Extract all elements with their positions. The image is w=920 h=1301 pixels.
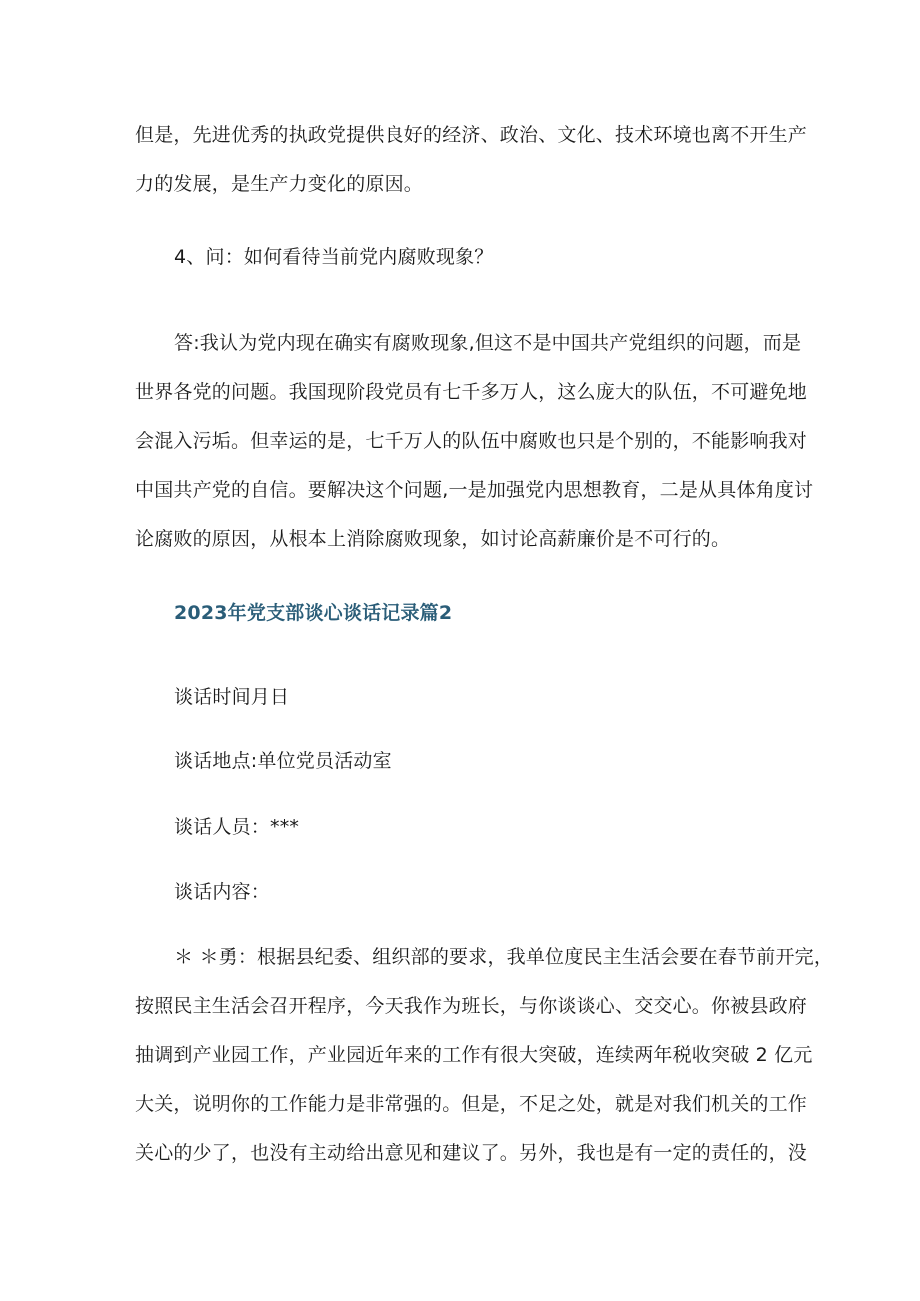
talk-time: 谈话时间月日 bbox=[174, 686, 290, 708]
answer-line: 会混入污垢。但幸运的是，七千万人的队伍中腐败也只是个别的，不能影响我对 bbox=[135, 430, 808, 452]
content-line: ＊ ＊勇：根据县纪委、组织部的要求，我单位度民主生活会要在春节前开完， bbox=[174, 946, 834, 968]
paragraph-line: 但是，先进优秀的执政党提供良好的经济、政治、文化、技术环境也离不开生产 bbox=[135, 124, 808, 146]
section-heading: 2023年党支部谈心谈话记录篇2 bbox=[174, 602, 453, 624]
content-line: 大关，说明你的工作能力是非常强的。但是，不足之处，就是对我们机关的工作 bbox=[135, 1093, 808, 1115]
talk-people: 谈话人员：*** bbox=[174, 816, 300, 838]
answer-line: 答:我认为党内现在确实有腐败现象,但这不是中国共产党组织的问题，而是 bbox=[174, 332, 802, 354]
content-line: 抽调到产业园工作，产业园近年来的工作有很大突破，连续两年税收突破 2 亿元 bbox=[135, 1044, 813, 1066]
question-heading: 4、问：如何看待当前党内腐败现象？ bbox=[174, 246, 494, 268]
content-line: 关心的少了，也没有主动给出意见和建议了。另外，我也是有一定的责任的，没 bbox=[135, 1142, 808, 1164]
content-line: 按照民主生活会召开程序，今天我作为班长，与你谈谈心、交交心。你被县政府 bbox=[135, 995, 808, 1017]
answer-line: 论腐败的原因，从根本上消除腐败现象，如讨论高薪廉价是不可行的。 bbox=[135, 528, 731, 550]
talk-content-label: 谈话内容： bbox=[174, 881, 271, 903]
paragraph-line: 力的发展，是生产力变化的原因。 bbox=[135, 173, 424, 195]
talk-place: 谈话地点:单位党员活动室 bbox=[174, 750, 392, 772]
answer-line: 中国共产党的自信。要解决这个问题,一是加强党内思想教育，二是从具体角度讨 bbox=[135, 479, 814, 501]
answer-line: 世界各党的问题。我国现阶段党员有七千多万人，这么庞大的队伍，不可避免地 bbox=[135, 381, 808, 403]
